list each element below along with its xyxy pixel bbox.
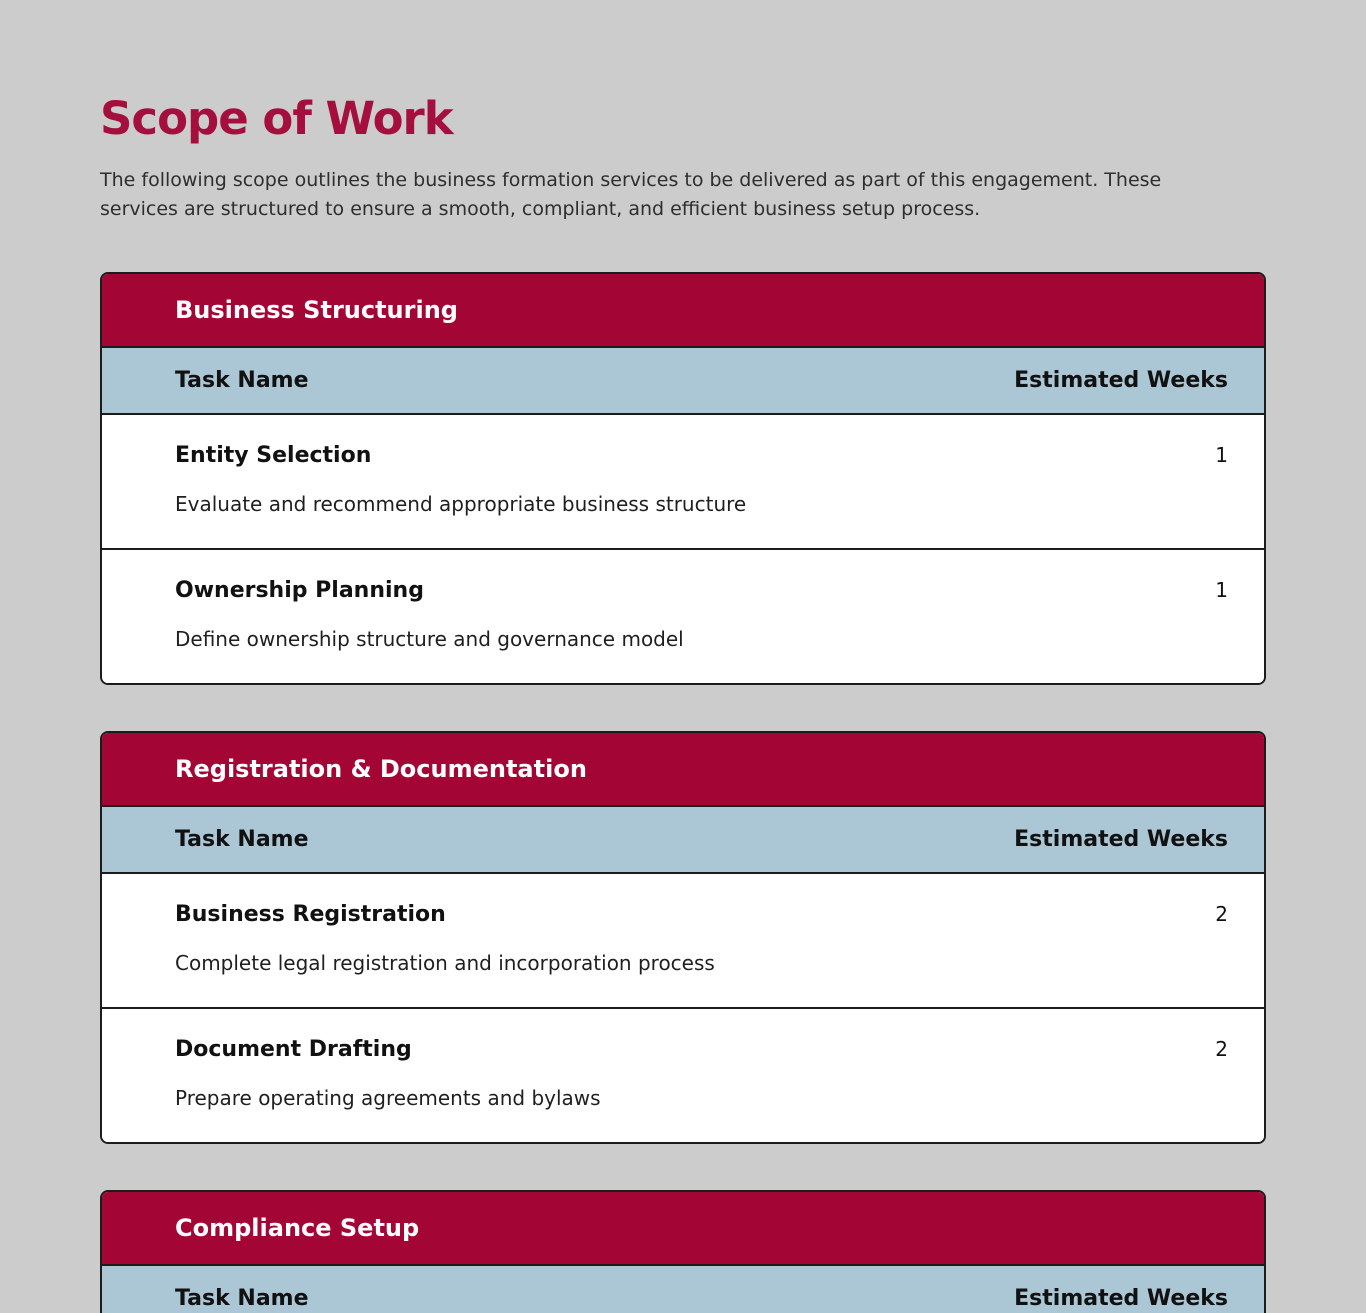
task-rows [102, 415, 1264, 682]
section-card [100, 272, 1266, 685]
task-description: Complete legal registration and incorporation process [175, 951, 715, 976]
task-row [102, 550, 1264, 683]
task-row-top [175, 577, 1228, 606]
table-header-row [102, 1266, 1264, 1313]
task-description: Prepare operating agreements and bylaws [175, 1085, 601, 1110]
task-row [102, 415, 1264, 550]
column-task-name: Task Name [175, 367, 309, 393]
task-weeks: 1 [1215, 577, 1228, 602]
section-header [102, 274, 1264, 348]
task-weeks: 2 [1215, 902, 1228, 927]
task-name: Entity Selection [175, 443, 372, 469]
column-task-name: Task Name [175, 1285, 309, 1311]
task-name: Business Registration [175, 902, 446, 928]
task-description: Define ownership structure and governance model [175, 626, 684, 651]
task-weeks: 1 [1215, 443, 1228, 468]
column-estimated-weeks: Estimated Weeks [1014, 367, 1228, 393]
page-title: Scope of Work [100, 92, 453, 145]
table-header-row [102, 348, 1264, 416]
section-header [102, 1192, 1264, 1266]
task-rows [102, 874, 1264, 1141]
task-description: Evaluate and recommend appropriate business structure [175, 491, 747, 516]
task-name: Ownership Planning [175, 577, 424, 603]
task-row-top [175, 442, 1228, 471]
section-title: Compliance Setup [175, 1213, 420, 1242]
section-header [102, 733, 1264, 807]
task-row-top [175, 901, 1228, 930]
section-title: Registration & Documentation [175, 754, 587, 783]
task-row [102, 1009, 1264, 1142]
column-estimated-weeks: Estimated Weeks [1014, 826, 1228, 852]
column-estimated-weeks: Estimated Weeks [1014, 1285, 1228, 1311]
table-header-row [102, 807, 1264, 875]
section-card [100, 731, 1266, 1144]
task-name: Document Drafting [175, 1037, 412, 1063]
page-description: The following scope outlines the business formation services to be delivered as part of this engagement. These services are structured to ensure a smooth, compliant, and efficient business setup process. [100, 169, 1162, 221]
task-row [102, 874, 1264, 1009]
section-card [100, 1190, 1266, 1313]
task-weeks: 2 [1215, 1037, 1228, 1062]
sections-container [100, 272, 1266, 1313]
column-task-name: Task Name [175, 826, 309, 852]
section-title: Business Structuring [175, 295, 458, 324]
task-row-top [175, 1036, 1228, 1065]
